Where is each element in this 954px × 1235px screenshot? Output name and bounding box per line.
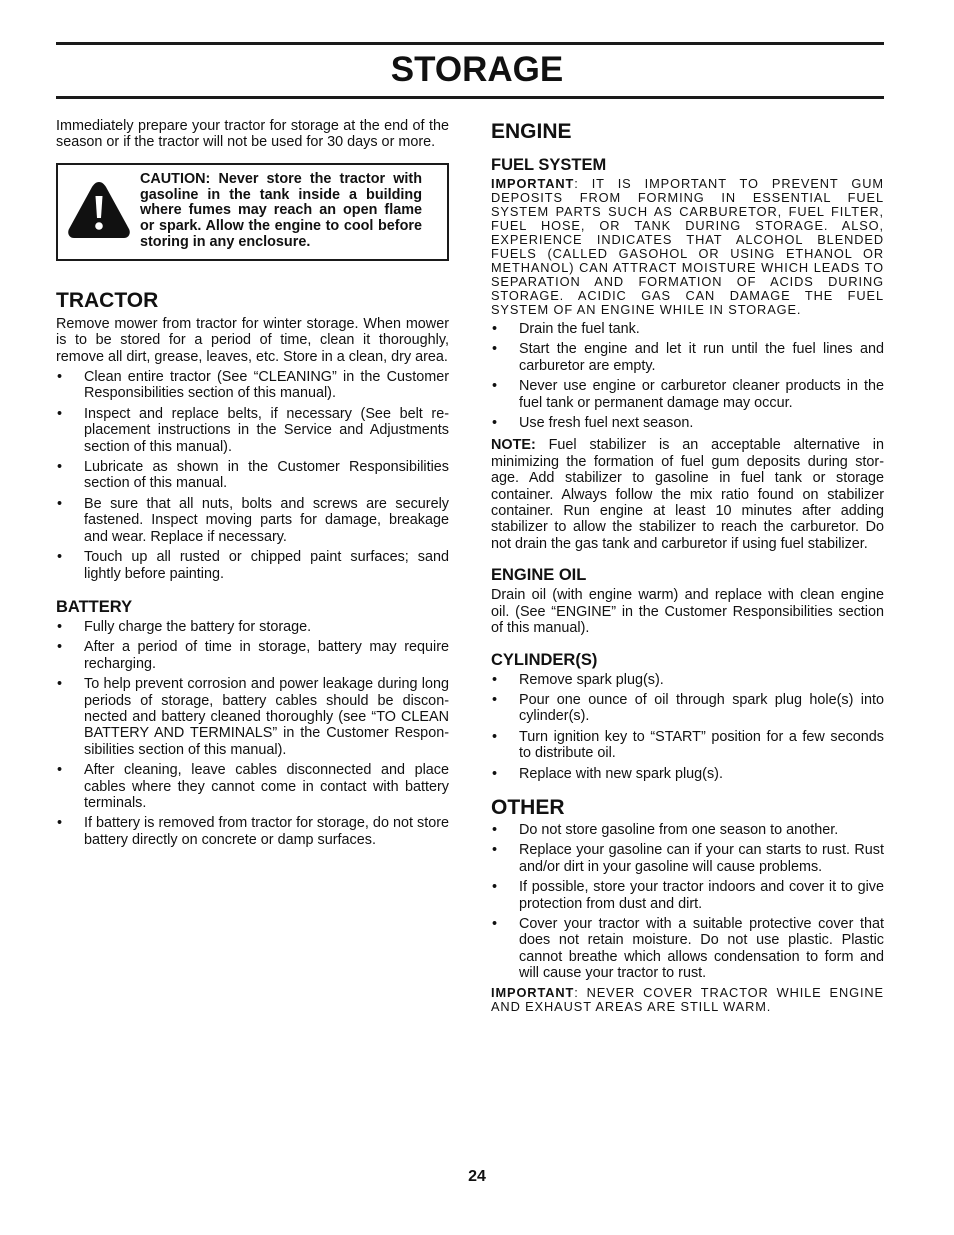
cylinders-heading: CYLINDER(S) bbox=[491, 650, 598, 669]
engine-oil-heading: ENGINE OIL bbox=[491, 566, 587, 585]
list-item: • After a period of time in storage, battery may require recharging. bbox=[57, 639, 449, 672]
list-item: • Fully charge the battery for storage. bbox=[57, 618, 312, 635]
caution-box bbox=[56, 163, 449, 261]
left-column bbox=[56, 118, 449, 852]
other-important-notice: IMPORTANT: NEVER COVER TRACTOR WHILE ENGINE AND EXHAUST AREAS ARE STILL WARM. bbox=[491, 984, 884, 1014]
page-title: STORAGE bbox=[390, 50, 564, 89]
engine-oil-paragraph: Drain oil (with engine warm) and replace with clean engine oil. (See “ENGINE” in the Customer Responsibilities section of this manual). bbox=[491, 587, 884, 637]
battery-heading: BATTERY bbox=[56, 597, 133, 616]
caution-text: CAUTION: Never store the tractor with gasoline in the tank inside a building where fumes may reach an open flame or spark. Allow the engine to cool before storing in any enclosure. bbox=[140, 170, 422, 250]
list-item: • Clean entire tractor (See “CLEANING” in the Customer Responsibilities section of this manual). bbox=[57, 369, 449, 402]
other-heading: OTHER bbox=[491, 795, 565, 819]
list-item: • If possible, store your tractor indoors and cover it to give protection from dust and dirt. bbox=[492, 879, 884, 912]
fuel-note: NOTE: Fuel stabilizer is an acceptable alternative in minimizing the formation of fuel gum deposits during stor-age. Add stabilizer to gasoline in fuel tank or storage container. Always follow the mix ratio found on stabilizer container. Run engine at least 10 minutes after adding stabilizer to allow the stabilizer to reach the carburetor. Do not drain the gas tank and carburetor if using fuel stabilizer. bbox=[491, 437, 884, 552]
page-number: 24 bbox=[468, 1168, 486, 1185]
list-item: • Turn ignition key to “START” position for a few seconds to distribute oil. bbox=[492, 728, 884, 762]
list-item: • After cleaning, leave cables disconnected and place cables where they cannot come in contact with battery terminals. bbox=[57, 762, 449, 811]
engine-heading: ENGINE bbox=[491, 120, 572, 143]
battery-list bbox=[56, 619, 449, 848]
list-item: • Do not store gasoline from one season to another. bbox=[492, 821, 839, 838]
fuel-important-notice: IMPORTANT: IT IS IMPORTANT TO PREVENT GUM DEPOSITS FROM FORMING IN ESSENTIAL FUEL SYSTEM PARTS SUCH AS CARBURETOR, FUEL FILTER, FUEL HOSE, OR TANK DURING STORAGE. ALSO, EXPERIENCE INDICATES THAT ALCOHOL BLENDED FUELS (CALLED GASOHOL OR USING ETHANOL OR METHANOL) CAN ATTRACT MOISTURE WHICH LEADS TO SEPARATION AND FORMATION OF ACIDS DURING STORAGE. ACIDIC GAS CAN DAMAGE THE FUEL SYSTEM OF AN ENGINE WHILE IN STORAGE. bbox=[491, 176, 884, 317]
right-column bbox=[491, 118, 884, 1018]
cylinders-list bbox=[491, 672, 884, 782]
list-item: • Replace with new spark plug(s). bbox=[492, 765, 723, 782]
warning-exclamation-icon bbox=[66, 180, 132, 240]
other-list bbox=[491, 822, 884, 982]
tractor-heading: TRACTOR bbox=[56, 288, 159, 312]
list-item: • Cover your tractor with a suitable protective cover that does not retain moisture. Do not use plastic. Plastic cannot breathe which allows condensation to form and will cause your tractor to rust. bbox=[492, 915, 884, 982]
fuel-system-heading: FUEL SYSTEM bbox=[491, 156, 607, 174]
tractor-paragraph: Remove mower from tractor for winter storage. When mower is to be stored for a period of time, clean it thoroughly, remove all dirt, grease, leaves, etc. Store in a clean, dry area. bbox=[56, 315, 449, 365]
tractor-list bbox=[56, 369, 449, 582]
list-item: • Use fresh fuel next season. bbox=[492, 415, 694, 432]
list-item: • To help prevent corrosion and power leakage during long periods of storage, battery cables should be discon-nected and battery cleaned thoroughly (see “TO CLEAN BATTERY AND TERMINALS” in the Customer Respon-sibilities section of this manual). bbox=[57, 676, 449, 758]
top-rule bbox=[56, 42, 884, 45]
list-item: • Be sure that all nuts, bolts and screws are securely fastened. Inspect moving parts for damage, breakage and wear. Replace if necessary. bbox=[57, 495, 449, 545]
list-item: • Start the engine and let it run until the fuel lines and carburetor are empty. bbox=[492, 341, 884, 374]
intro-paragraph: Immediately prepare your tractor for storage at the end of the season or if the tractor will not be used for 30 days or more. bbox=[56, 118, 449, 151]
list-item: • Never use engine or carburetor cleaner products in the fuel tank or permanent damage may occur. bbox=[492, 378, 884, 411]
list-item: • Drain the fuel tank. bbox=[492, 321, 640, 337]
list-item: • Remove spark plug(s). bbox=[492, 671, 664, 688]
list-item: • If battery is removed from tractor for storage, do not store battery directly on concrete or damp surfaces. bbox=[57, 815, 449, 848]
fuel-system-list bbox=[491, 321, 884, 431]
list-item: • Lubricate as shown in the Customer Responsibilities section of this manual. bbox=[57, 459, 449, 492]
list-item: • Replace your gasoline can if your can starts to rust. Rust and/or dirt in your gasoline will cause problems. bbox=[492, 842, 884, 875]
list-item: • Pour one ounce of oil through spark plug hole(s) into cylinder(s). bbox=[492, 691, 884, 725]
list-item: • Touch up all rusted or chipped paint surfaces; sand lightly before painting. bbox=[57, 549, 449, 582]
bottom-rule bbox=[56, 96, 884, 99]
list-item: • Inspect and replace belts, if necessary (See belt re-placement instructions in the Service and Adjustments section of this manual). bbox=[57, 405, 449, 455]
